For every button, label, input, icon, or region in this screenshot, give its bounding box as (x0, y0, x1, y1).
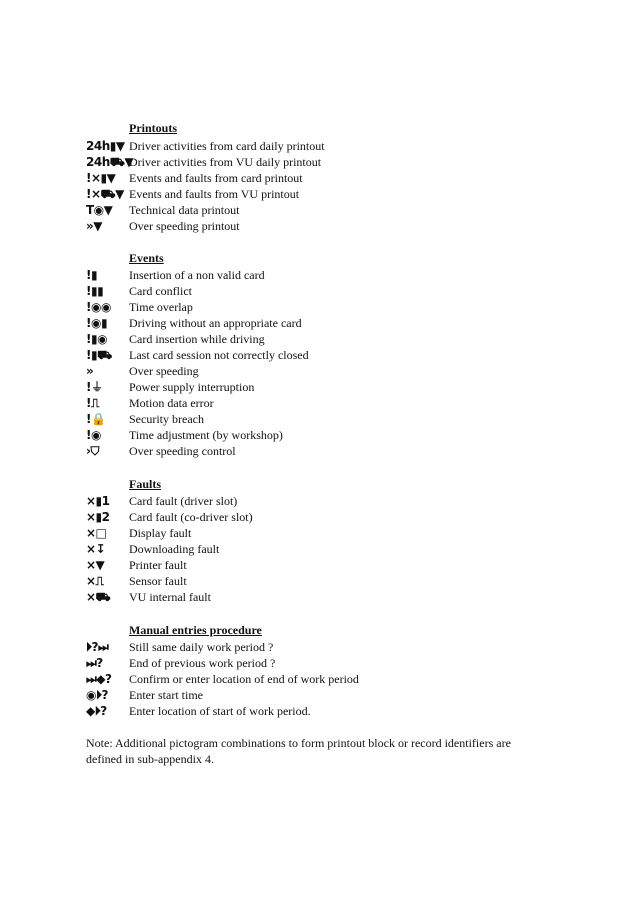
pictogram-code: !◉ (86, 428, 101, 442)
pictogram-code: !◉◉ (86, 300, 111, 314)
list-item (0, 541, 640, 557)
section-heading: Printouts (129, 121, 177, 135)
pictogram-code: 24h⛟▼ (86, 155, 134, 169)
list-item (0, 170, 640, 186)
item-description: Driver activities from card daily printout (129, 139, 325, 153)
item-description: Card fault (co-driver slot) (129, 510, 253, 524)
list-item (0, 186, 640, 202)
pictogram-code: ⏵?⏭ (86, 640, 109, 654)
list-item (0, 283, 640, 299)
list-item (0, 655, 640, 671)
item-description: Security breach (129, 412, 204, 426)
pictogram-code: ×▮2 (86, 510, 110, 524)
item-description: Enter location of start of work period. (129, 704, 311, 718)
item-description: Power supply interruption (129, 380, 255, 394)
pictogram-code: ›⛉ (86, 444, 99, 458)
list-item (0, 557, 640, 573)
list-item (0, 443, 640, 459)
item-description: Still same daily work period ? (129, 640, 274, 654)
item-description: Downloading fault (129, 542, 220, 556)
item-description: Confirm or enter location of end of work period (129, 672, 359, 686)
item-description: Enter start time (129, 688, 203, 702)
item-description: Time overlap (129, 300, 193, 314)
item-description: Over speeding (129, 364, 199, 378)
item-description: Technical data printout (129, 203, 240, 217)
pictogram-code: !◉▮ (86, 316, 108, 330)
list-item (0, 509, 640, 525)
item-description: Card conflict (129, 284, 192, 298)
list-item (0, 154, 640, 170)
item-description: Motion data error (129, 396, 214, 410)
list-item (0, 267, 640, 283)
pictogram-code: »▼ (86, 219, 102, 233)
pictogram-code: !▮⛟ (86, 348, 112, 362)
item-description: Over speeding printout (129, 219, 240, 233)
pictogram-code: !▮▮ (86, 284, 104, 298)
pictogram-code: !▮◉ (86, 332, 108, 346)
list-item (0, 573, 640, 589)
pictogram-code: » (86, 364, 94, 378)
item-description: Driver activities from VU daily printout (129, 155, 322, 169)
item-description: Last card session not correctly closed (129, 348, 309, 362)
list-item (0, 202, 640, 218)
pictogram-code: T◉▼ (86, 203, 113, 217)
item-description: Insertion of a non valid card (129, 268, 265, 282)
item-description: Card fault (driver slot) (129, 494, 238, 508)
list-item (0, 589, 640, 605)
pictogram-code: !🔒 (86, 412, 106, 426)
item-description: Display fault (129, 526, 192, 540)
pictogram-code: 24h▮▼ (86, 139, 125, 153)
pictogram-code: ×⎍ (86, 574, 104, 588)
pictogram-code: ⏭? (86, 656, 103, 670)
pictogram-code: !⏚ (86, 380, 103, 394)
pictogram-code: ⏭◆? (86, 672, 112, 686)
item-description: Printer fault (129, 558, 187, 572)
list-item (0, 315, 640, 331)
list-item (0, 427, 640, 443)
list-item (0, 493, 640, 509)
list-item (0, 138, 640, 154)
pictogram-code: ×↧ (86, 542, 106, 556)
list-item (0, 363, 640, 379)
section-heading: Faults (129, 477, 162, 491)
pictogram-code: !▮ (86, 268, 98, 282)
pictogram-code: !×▮▼ (86, 171, 116, 185)
list-item (0, 299, 640, 315)
list-item (0, 687, 640, 703)
pictogram-code: ◆⏵? (86, 704, 107, 718)
item-description: Events and faults from card printout (129, 171, 303, 185)
list-item (0, 703, 640, 719)
pictogram-code: ×□ (86, 526, 107, 540)
item-description: Driving without an appropriate card (129, 316, 302, 330)
section-heading: Manual entries procedure (129, 623, 262, 637)
item-description: Time adjustment (by workshop) (129, 428, 283, 442)
pictogram-code: ×⛟ (86, 590, 111, 604)
list-item (0, 671, 640, 687)
item-description: Over speeding control (129, 444, 236, 458)
item-description: Card insertion while driving (129, 332, 265, 346)
list-item (0, 331, 640, 347)
item-description: Sensor fault (129, 574, 187, 588)
pictogram-code: !⎍ (86, 396, 99, 410)
item-description: Events and faults from VU printout (129, 187, 300, 201)
list-item (0, 379, 640, 395)
list-item (0, 525, 640, 541)
pictogram-code: ◉⏵? (86, 688, 108, 702)
pictogram-code: ×▮1 (86, 494, 110, 508)
pictogram-code: ×▼ (86, 558, 105, 572)
section-heading: Events (129, 251, 164, 265)
list-item (0, 347, 640, 363)
item-description: End of previous work period ? (129, 656, 276, 670)
footnote: Note: Additional pictogram combinations to form printout block or record identifiers are defined in sub-appendix 4. (86, 736, 511, 766)
item-description: VU internal fault (129, 590, 211, 604)
list-item (0, 395, 640, 411)
list-item (0, 639, 640, 655)
list-item (0, 411, 640, 427)
list-item (0, 218, 640, 234)
pictogram-code: !×⛟▼ (86, 187, 124, 201)
